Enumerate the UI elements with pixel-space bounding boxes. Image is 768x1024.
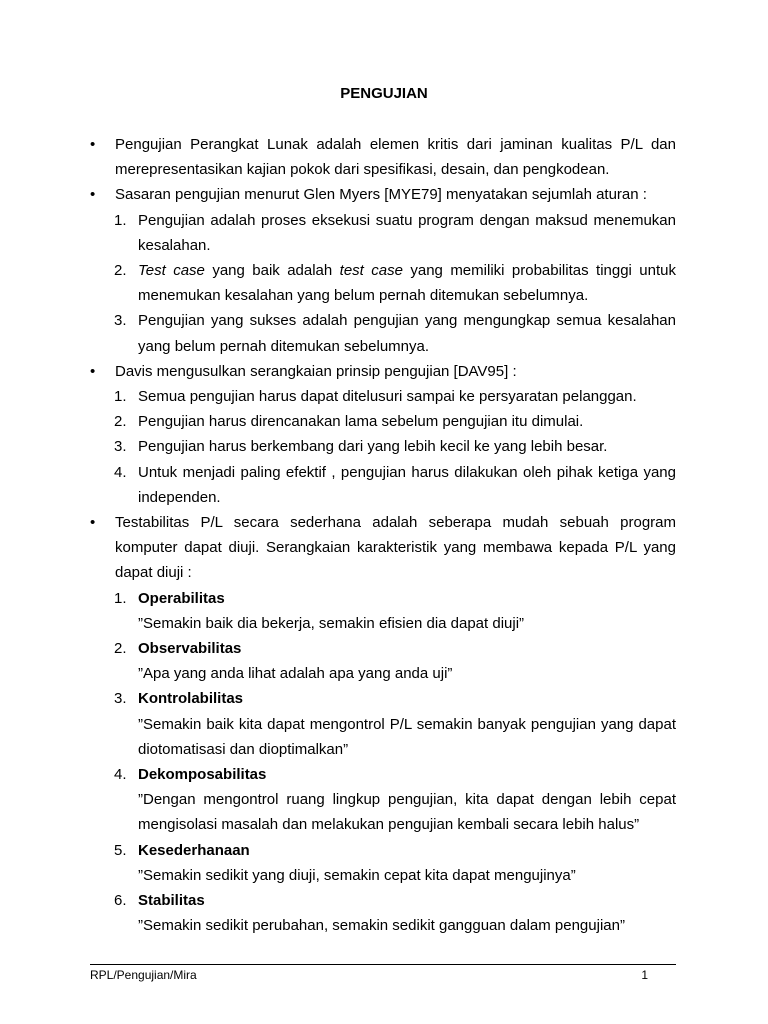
trait-quote: ”Apa yang anda lihat adalah apa yang anda uji” (138, 665, 453, 683)
trait-kontrolabilitas (90, 686, 676, 762)
term-test-case: test case (339, 262, 403, 280)
list-number: 5. (114, 841, 127, 859)
list-number: 6. (114, 892, 127, 910)
bullet-icon: • (90, 136, 96, 153)
bullet-icon: • (90, 362, 96, 380)
list-text (138, 262, 676, 304)
document-body (90, 132, 676, 939)
list-number: 3. (114, 438, 127, 456)
paragraph-myers (90, 182, 676, 207)
list-number: 1. (114, 388, 127, 406)
list-number: 1. (114, 589, 127, 607)
list-number: 4. (114, 463, 127, 481)
davis-principle-3 (90, 434, 676, 459)
list-number: 2. (114, 640, 127, 658)
page-number: 1 (641, 968, 648, 982)
trait-name: Kesederhanaan (138, 841, 250, 859)
term-test-case: Test case (138, 262, 205, 280)
paragraph-testability (90, 510, 676, 586)
davis-principle-1 (90, 384, 676, 409)
list-number: 3. (114, 690, 127, 708)
myers-rule-3 (90, 308, 676, 358)
page-title: PENGUJIAN (340, 85, 428, 102)
trait-name: Observabilitas (138, 640, 242, 658)
page-footer (90, 964, 676, 982)
trait-name: Stabilitas (138, 892, 205, 910)
trait-operabilitas (90, 586, 676, 636)
list-text-part: yang baik adalah (204, 262, 340, 280)
list-number: 1. (114, 211, 127, 229)
trait-quote: ”Semakin baik dia bekerja, semakin efisien dia dapat diuji” (138, 614, 525, 632)
paragraph-davis (90, 359, 676, 384)
trait-quote: ”Semakin sedikit yang diuji, semakin cepat kita dapat mengujinya” (138, 866, 576, 884)
davis-principle-2 (90, 409, 676, 434)
davis-principle-4 (90, 460, 676, 510)
list-number: 2. (114, 413, 127, 431)
bullet-icon: • (90, 186, 96, 204)
list-text: Pengujian harus direncanakan lama sebelum pengujian itu dimulai. (138, 413, 584, 431)
footer-label: RPL/Pengujian/Mira (90, 968, 197, 982)
list-text: Pengujian harus berkembang dari yang lebih kecil ke yang lebih besar. (138, 438, 608, 456)
myers-rule-2 (90, 258, 676, 308)
list-number: 4. (114, 766, 127, 784)
list-number: 3. (114, 312, 127, 330)
paragraph-text: Sasaran pengujian menurut Glen Myers [MYE79] menyatakan sejumlah aturan : (115, 186, 647, 204)
paragraph-text: Davis mengusulkan serangkaian prinsip pengujian [DAV95] : (115, 362, 517, 380)
paragraph-definition (90, 132, 676, 182)
trait-quote: ”Semakin sedikit perubahan, semakin sedikit gangguan dalam pengujian” (138, 917, 625, 935)
trait-stabilitas (90, 888, 676, 938)
trait-quote: ”Dengan mengontrol ruang lingkup pengujian, kita dapat dengan lebih cepat mengisolasi masalah dan melakukan pengujian kembali secara lebih halus” (138, 791, 676, 834)
list-text: Semua pengujian harus dapat ditelusuri sampai ke persyaratan pelanggan. (138, 388, 637, 406)
trait-kesederhanaan (90, 838, 676, 888)
list-text: Pengujian yang sukses adalah pengujian yang mengungkap semua kesalahan yang belum pernah ditemukan sebelumnya. (138, 312, 676, 355)
trait-name: Operabilitas (138, 589, 225, 607)
list-text-part: yang memiliki probabilitas tinggi untuk menemukan kesalahan yang belum pernah ditemukan sebelumnya. (138, 262, 676, 305)
myers-rule-1 (90, 208, 676, 258)
bullet-icon: • (90, 514, 96, 532)
list-text: Pengujian adalah proses eksekusi suatu program dengan maksud menemukan kesalahan. (138, 211, 676, 254)
list-text: Untuk menjadi paling efektif , pengujian harus dilakukan oleh pihak ketiga yang independen. (138, 463, 676, 506)
paragraph-text: Testabilitas P/L secara sederhana adalah seberapa mudah sebuah program komputer dapat diuji. Serangkaian karakteristik yang membawa kepada P/L yang dapat diuji : (115, 514, 676, 582)
paragraph-text: Pengujian Perangkat Lunak adalah elemen kritis dari jaminan kualitas P/L dan merepresentasikan kajian pokok dari spesifikasi, desain, dan pengkodean. (115, 136, 676, 179)
trait-observabilitas (90, 636, 676, 686)
list-number: 2. (114, 262, 127, 280)
trait-quote: ”Semakin baik kita dapat mengontrol P/L semakin banyak pengujian yang dapat diotomatisasi dan dioptimalkan” (138, 715, 676, 758)
trait-name: Dekomposabilitas (138, 766, 267, 784)
trait-dekomposabilitas (90, 762, 676, 838)
trait-name: Kontrolabilitas (138, 690, 244, 708)
